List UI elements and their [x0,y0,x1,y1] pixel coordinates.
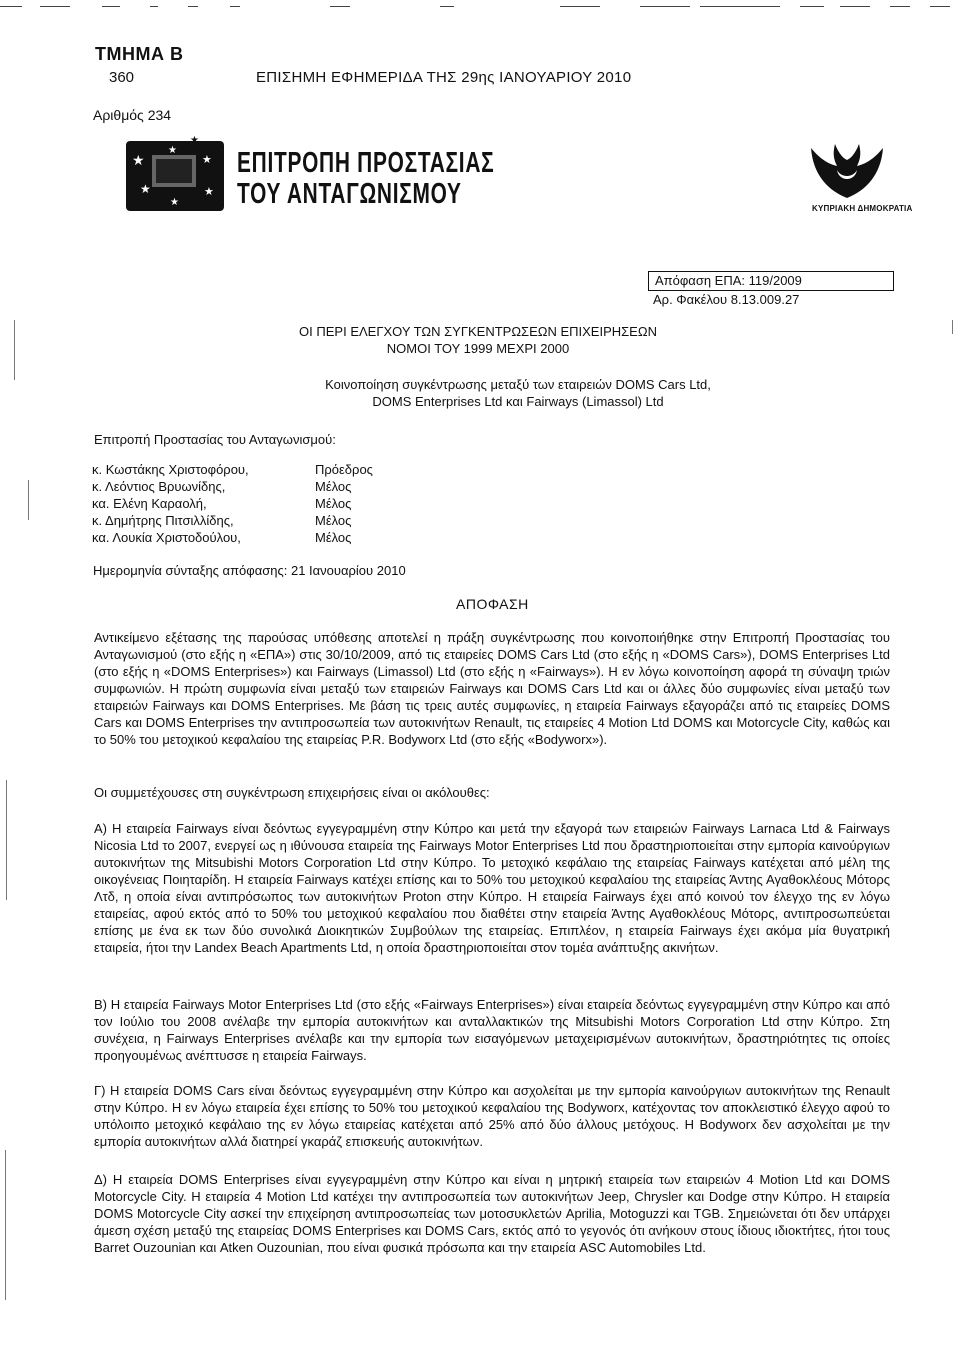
cyprus-emblem [807,140,887,202]
scan-edge-mark [952,320,953,334]
decision-date: Ημερομηνία σύνταξης απόφασης: 21 Ιανουαρίου 2010 [93,563,406,578]
scan-edge-mark [14,320,15,380]
body-paragraph-doms-cars: Γ) Η εταιρεία DOMS Cars είναι δεόντως εγγεγραμμένη στην Κύπρο και ασχολείται με την εμπορία καινούργιων αυτοκινήτων της Renault στην Κύπρο. Η εν λόγω εταιρεία έχει επίσης το 50% του μετοχικού κεφαλαίου της Bodyworx, κατέχοντας τον αποκλειστικό έλεγχο αφού το υπόλοιπο μετοχικό κεφάλαιο της εν λόγω εταιρείας κατέχεται από 25% από δύο άλλους μετόχους. Η Bodyworx δεν ασχολείται με την εμπορία αυτοκινήτων αλλά διατηρεί γκαράζ επισκευής αυτοκινήτων. [94,1083,890,1149]
commission-heading: Επιτροπή Προστασίας του Ανταγωνισμού: [94,432,336,447]
law-title-line2: ΝΟΜΟΙ ΤΟΥ 1999 ΜΕΧΡΙ 2000 [386,341,570,356]
notification-subject [268,376,768,410]
organization-title-line2: ΤΟΥ ΑΝΤΑΓΩΝΙΣΜΟΥ [237,178,462,210]
file-number: Αρ. Φακέλου 8.13.009.27 [653,292,800,307]
body-paragraph-doms-enterprises: Δ) Η εταιρεία DOMS Enterprises είναι εγγεγραμμένη στην Κύπρο και είναι η μητρική εταιρεία των εταιρειών 4 Motion Ltd και DOMS Motorcycle City. Η εταιρεία 4 Motion Ltd κατέχει την αντιπροσωπεία των αυτοκινήτων Jeep, Chrysler και Dodge στην Κύπρο. Η εταιρεία DOMS Motorcycle City ασκεί την επιχείρηση αντιπροσωπείας των μοτοσυκλετών Aprilia, Motoguzzi και TGB. Σημειώνεται ότι δεν υπάρχει άμεση σχέση μεταξύ της εταιρείας DOMS Enterprises και DOMS Cars, εκτός από το γεγονός ότι ανήκουν στους ίδιους ιδιοκτήτες, ήτοι τους Barret Ouzounian και Atken Ouzounian, που είναι φυσικά πρόσωπα και την εταιρεία ASC Automobiles Ltd. [94,1172,890,1255]
svg-text:★: ★ [204,185,214,198]
member-row [92,512,452,529]
scan-edge-mark [28,480,29,520]
commission-members [92,461,452,546]
member-role: Μέλος [315,479,352,494]
decision-number-box: Απόφαση ΕΠΑ: 119/2009 [648,271,894,291]
svg-text:★: ★ [168,145,177,156]
page-number: 360 [109,69,135,86]
eu-stars-logo [118,135,230,213]
organization-title-line1: ΕΠΙΤΡΟΠΗ ΠΡΟΣΤΑΣΙΑΣ [237,147,495,179]
emblem-caption: ΚΥΠΡΙΑΚΗ ΔΗΜΟΚΡΑΤΙΑ [812,204,913,213]
body-paragraph-fairways-enterprises: Β) Η εταιρεία Fairways Motor Enterprises Ltd (στο εξής «Fairways Enterprises») είναι εταιρεία δεόντως εγγεγραμμένη στην Κύπρο και από τον Ιούλιο του 2008 ανέλαβε την εμπορία αυτοκινήτων και ανταλλακτικών της Mitsubishi Motors Corporation Ltd στην Κύπρο. Στη συνέχεια, η Fairways Enterprises ανέλαβε και την εμπορία των εισαγόμενων μεταχειρισμένων αυτοκινήτων, δραστηριότητες τις οποίες προηγουμένως ανέπτυσσε η εταιρεία Fairways. [94,997,890,1063]
body-paragraph-parties-intro: Οι συμμετέχουσες στη συγκέντρωση επιχειρήσεις είναι οι ακόλουθες: [94,785,490,800]
notification-line2: DOMS Enterprises Ltd και Fairways (Limassol) Ltd [372,394,664,409]
member-role: Μέλος [315,496,352,511]
body-paragraph-subject: Αντικείμενο εξέτασης της παρούσας υπόθεσης αποτελεί η πράξη συγκέντρωσης που κοινοποιήθηκε στην Επιτροπή Προστασίας του Ανταγωνισμού (στο εξής η «ΕΠΑ») στις 30/10/2009, από τις εταιρείες DOMS Cars Ltd (στο εξής η «DOMS Cars»), DOMS Enterprises Ltd (στο εξής η «DOMS Enterprises») και Fairways (Limassol) Ltd (στο εξής η «Fairways»). Η εν λόγω κοινοποίηση αφορά τη σύναψη τριών συμφωνιών. Η πρώτη συμφωνία είναι μεταξύ των εταιρειών Fairways και DOMS Cars Ltd και οι άλλες δύο συμφωνίες είναι μεταξύ των εταιρειών Fairways και DOMS Enterprises. Με βάση τις τρεις αυτές συμφωνίες, η εταιρεία Fairways εξαγοράζει από τις εταιρείες DOMS Cars και DOMS Enterprises την αντιπροσωπεία των αυτοκινήτων Renault, τις εταιρείες 4 Motion Ltd DOMS και Motorcycle City, καθώς και το 50% του μετοχικού κεφαλαίου της εταιρείας P.R. Bodyworx Ltd (στο εξής «Bodyworx»). [94,630,890,747]
member-name: κ. Κωστάκης Χριστοφόρου, [92,462,249,477]
scan-edge-mark [5,1150,6,1300]
svg-text:★: ★ [132,153,145,169]
notification-line1: Κοινοποίηση συγκέντρωσης μεταξύ των εταιρειών DOMS Cars Ltd, [325,377,711,392]
organization-title [237,148,494,210]
member-name: κ. Δημήτρης Πιτσιλλίδης, [92,513,234,528]
law-title [288,323,668,357]
member-row [92,529,452,546]
gazette-title: ΕΠΙΣΗΜΗ ΕΦΗΜΕΡΙΔΑ ΤΗΣ 29ης ΙΑΝΟΥΑΡΙΟΥ 2010 [256,69,632,86]
svg-text:★: ★ [190,135,199,146]
law-title-line1: ΟΙ ΠΕΡΙ ΕΛΕΓΧΟΥ ΤΩΝ ΣΥΓΚΕΝΤΡΩΣΕΩΝ ΕΠΙΧΕΙΡΗΣΕΩΝ [299,324,657,339]
member-name: κ. Λεόντιος Βρυωνίδης, [92,479,226,494]
member-role: Μέλος [315,513,352,528]
decision-heading: ΑΠΟΦΑΣΗ [456,596,529,612]
svg-text:★: ★ [170,197,179,208]
svg-text:★: ★ [202,153,212,166]
body-paragraph-fairways: Α) Η εταιρεία Fairways είναι δεόντως εγγεγραμμένη στην Κύπρο και μετά την εξαγορά των εταιρειών Fairways Larnaca Ltd & Fairways Nicosia Ltd το 2007, ενεργεί ως η ιθύνουσα εταιρεία της Fairways Motor Enterprises Ltd που δραστηριοποιείται στην εμπορία καινούργιων αυτοκινήτων της Mitsubishi Motors Corporation Ltd στην Κύπρο. Το μετοχικό κεφάλαιο της εταιρείας Fairways κατέχεται από μέλη της οικογένειας Ποιηταρίδη. Η εταιρεία Fairways κατέχει επίσης και το 50% του μετοχικού κεφαλαίου της εταιρείας Άντης Αγαθοκλέους Μότορς Λτδ, η οποία είναι αντιπρόσωπος των αυτοκινήτων Proton στην Κύπρο. Η εταιρεία Fairways έχει από κοινού τον έλεγχο της εν λόγω εταιρείας, αφού εκτός από το 50% του μετοχικού κεφαλαίου που διαθέτει στην εταιρεία Άντης Αγαθοκλέους Μότορς, αντιπροσωπεύεται επίσης με ένα εκ των δύο συνολικά Διοικητικών Συμβούλων της εταιρείας. Επιπλέον, η εταιρεία Fairways έχει ακόμα μία θυγατρική εταιρεία, ήτοι την Landex Beach Apartments Ltd, η οποία δραστηριοποιείται στον τομέα ανάπτυξης ακινήτων. [94,821,890,955]
member-row [92,495,452,512]
member-role: Πρόεδρος [315,462,373,477]
section-label: ΤΜΗΜΑ Β [95,44,184,64]
member-row [92,461,452,478]
issue-number: Αριθμός 234 [93,107,172,123]
member-role: Μέλος [315,530,352,545]
member-name: κα. Ελένη Καραολή, [92,496,207,511]
member-name: κα. Λουκία Χριστοδούλου, [92,530,241,545]
scan-edge-mark [6,780,7,900]
member-row [92,478,452,495]
svg-text:★: ★ [140,182,151,196]
scan-top-rule [0,6,960,10]
